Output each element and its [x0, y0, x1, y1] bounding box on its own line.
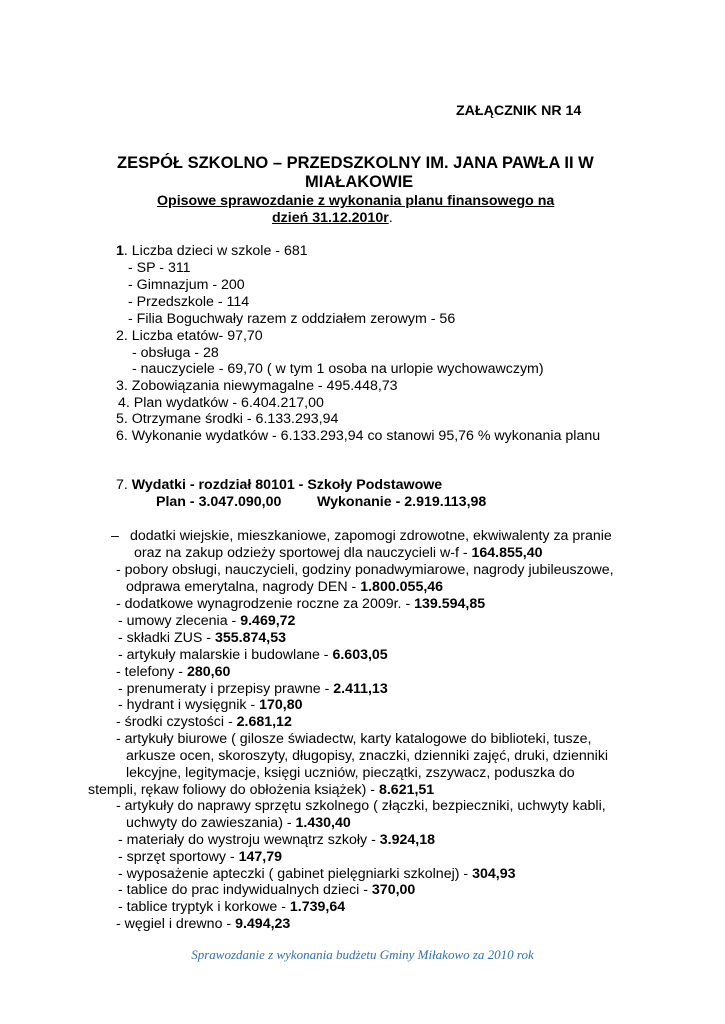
- expense-2-amount: 164.855,40: [471, 545, 543, 561]
- expense-line-14: arkusze ocen, skoroszyty, długopisy, znaczki, dzienniki zajęć, druki, dzienniki: [126, 748, 609, 764]
- expense-line-15: lekcyjne, legitymacje, księgi uczniów, pieczątki, zszywacz, poduszka do: [126, 765, 575, 781]
- expense-2-label: oraz na zakup odzieży sportowej dla nauczycieli w-f -: [134, 545, 472, 561]
- expense-line-6: [118, 613, 295, 630]
- annex-label: ZAŁĄCZNIK NR 14: [456, 103, 582, 119]
- expense-5-amount: 139.594,85: [414, 596, 486, 612]
- summary-item-1-num: 1: [116, 243, 124, 259]
- expense-12-amount: 2.681,12: [236, 714, 292, 730]
- expense-23-amount: 1.739,64: [289, 899, 346, 915]
- summary-item-5: 5. Otrzymane środki - 6.133.293,94: [116, 411, 339, 427]
- expense-22-label: - tablice do prac indywidualnych dzieci -: [118, 882, 372, 898]
- expense-line-1: dodatki wiejskie, mieszkaniowe, zapomogi zdrowotne, ekwiwalenty za pranie: [130, 528, 612, 544]
- expense-11-label: - hydrant i wysięgnik -: [118, 697, 260, 713]
- expense-line-9: [116, 664, 230, 681]
- expense-line-2: [134, 545, 543, 562]
- expense-line-12: [116, 714, 292, 731]
- expense-9-amount: 280,60: [186, 664, 231, 680]
- expense-4-label: odprawa emerytalna, nagrody DEN -: [126, 579, 361, 595]
- expense-18-amount: 1.430,40: [295, 815, 351, 831]
- subtitle-line2: [272, 210, 393, 227]
- expense-line-17: - artykuły do naprawy sprzętu szkolnego ( złączki, bezpieczniki, uchwyty kabli,: [116, 798, 606, 814]
- expense-5-label: - dodatkowe wynagrodzenie roczne za 2009r. -: [116, 596, 415, 612]
- expense-dash: –: [111, 528, 119, 544]
- expense-20-label: - sprzęt sportowy -: [118, 849, 239, 865]
- expense-line-5: [116, 596, 485, 613]
- section7-heading: [116, 477, 442, 494]
- summary-item-2: 2. Liczba etatów- 97,70: [116, 328, 263, 344]
- summary-item-3: 3. Zobowiązania niewymagalne - 495.448,73: [116, 378, 398, 394]
- expense-16-amount: 8.621,51: [378, 782, 435, 798]
- expense-6-label: - umowy zlecenia -: [118, 613, 241, 629]
- expense-line-21: [118, 866, 515, 883]
- expense-line-10: [118, 681, 388, 698]
- expense-24-amount: 9.494,23: [235, 916, 291, 932]
- expense-7-label: - składki ZUS -: [118, 630, 215, 646]
- summary-obsluga: - obsługa - 28: [132, 345, 219, 361]
- expense-22-amount: 370,00: [371, 882, 416, 898]
- expense-24-label: - węgiel i drewno -: [116, 916, 236, 932]
- expense-21-label: - wyposażenie apteczki ( gabinet pielęgniarki szkolnej) -: [118, 866, 473, 882]
- section7-title: Wydatki - rozdział 80101 - Szkoły Podstawowe: [131, 477, 443, 493]
- summary-item-1-text: . Liczba dzieci w szkole - 681: [123, 243, 308, 259]
- expense-4-amount: 1.800.055,46: [360, 579, 444, 595]
- expense-line-8: [118, 647, 388, 664]
- expense-8-label: - artykuły malarskie i budowlane -: [118, 647, 333, 663]
- expense-6-amount: 9.469,72: [240, 613, 296, 629]
- expense-line-4: [126, 579, 443, 596]
- summary-item-1: [116, 243, 308, 260]
- expense-9-label: - telefony -: [116, 664, 187, 680]
- summary-przedszkole: - Przedszkole - 114: [128, 294, 250, 310]
- expense-16-label: stempli, rękaw foliowy do obłożenia książek) -: [88, 782, 379, 798]
- expense-20-amount: 147,79: [238, 849, 283, 865]
- expense-line-19: [118, 832, 435, 849]
- expense-18-label: uchwyty do zawieszania) -: [126, 815, 296, 831]
- expense-19-amount: 3.924,18: [379, 832, 435, 848]
- expense-23-label: - tablice tryptyk i korkowe -: [118, 899, 290, 915]
- expense-12-label: - środki czystości -: [116, 714, 237, 730]
- subtitle-line1: Opisowe sprawozdanie z wykonania planu finansowego na: [157, 193, 555, 209]
- summary-item-6: 6. Wykonanie wydatków - 6.133.293,94 co stanowi 95,76 % wykonania planu: [116, 428, 601, 444]
- page-title-line2: MIAŁAKOWIE: [305, 173, 414, 191]
- expense-11-amount: 170,80: [259, 697, 303, 713]
- expense-line-11: [118, 697, 303, 714]
- subtitle-date: dzień 31.12.2010r: [272, 210, 389, 226]
- expense-line-18: [126, 815, 351, 832]
- expense-line-7: [118, 630, 286, 647]
- expense-21-amount: 304,93: [472, 866, 516, 882]
- summary-item-4: 4. Plan wydatków - 6.404.217,00: [118, 395, 324, 411]
- page-footer: Sprawozdanie z wykonania budżetu Gminy Miłakowo za 2010 rok: [191, 947, 534, 962]
- summary-gim: - Gimnazjum - 200: [128, 277, 245, 293]
- expense-10-label: - prenumeraty i przepisy prawne -: [118, 681, 334, 697]
- summary-nauczyciele: - nauczyciele - 69,70 ( w tym 1 osoba na urlopie wychowawczym): [132, 361, 544, 377]
- summary-sp: - SP - 311: [128, 260, 191, 276]
- subtitle-period: .: [388, 210, 393, 226]
- expense-8-amount: 6.603,05: [332, 647, 388, 663]
- summary-filia: - Filia Boguchwały razem z oddziałem zerowym - 56: [128, 311, 456, 327]
- expense-line-22: [118, 882, 415, 899]
- expense-line-20: [118, 849, 282, 866]
- expense-line-24: [116, 916, 290, 933]
- expense-line-23: [118, 899, 345, 916]
- expense-7-amount: 355.874,53: [214, 630, 286, 646]
- section7-wykonanie: Wykonanie - 2.919.113,98: [317, 494, 487, 510]
- section7-plan: Plan - 3.047.090,00: [156, 494, 282, 510]
- expense-line-13: - artykuły biurowe ( gilosze świadectw, karty katalogowe do biblioteki, tusze,: [116, 731, 592, 747]
- expense-line-3: - pobory obsługi, nauczycieli, godziny ponadwymiarowe, nagrody jubileuszowe,: [116, 562, 614, 578]
- page-title-line1: ZESPÓŁ SZKOLNO – PRZEDSZKOLNY IM. JANA PAWŁA II W: [117, 154, 594, 172]
- expense-10-amount: 2.411,13: [333, 681, 388, 697]
- expense-19-label: - materiały do wystroju wewnątrz szkoły -: [118, 832, 380, 848]
- section7-num: 7.: [116, 477, 132, 493]
- expense-line-16: [88, 782, 434, 799]
